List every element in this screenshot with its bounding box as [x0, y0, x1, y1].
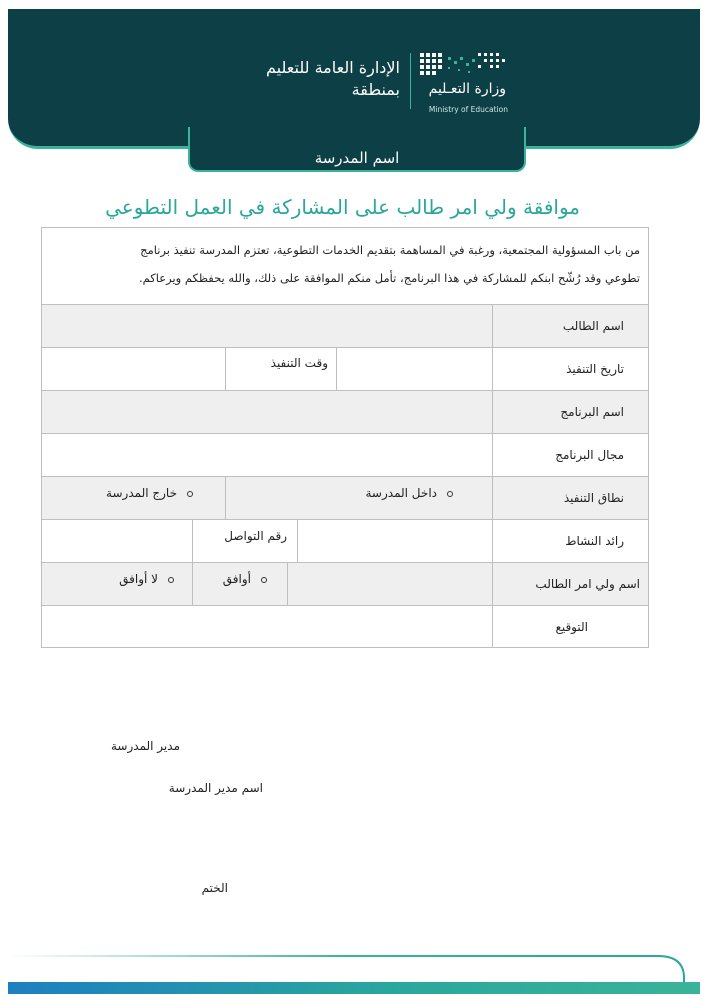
contact-number-label: رقم التواصل	[224, 529, 287, 543]
disagree-label: لا أوافق	[119, 572, 158, 586]
row-exec-date	[42, 348, 648, 391]
exec-date-field[interactable]	[336, 348, 491, 390]
cell-divider	[287, 563, 288, 605]
principal-title: مدير المدرسة	[110, 739, 180, 753]
outside-school-radio-icon[interactable]	[187, 491, 193, 497]
footer-decoration	[8, 952, 700, 996]
program-name-label: اسم البرنامج	[492, 391, 648, 433]
activity-leader-field[interactable]	[297, 520, 491, 562]
cell-divider	[192, 563, 193, 605]
row-activity-leader	[42, 520, 648, 563]
cell-divider	[192, 520, 193, 562]
cell-divider	[297, 520, 298, 562]
outside-school-option[interactable]	[42, 477, 225, 519]
region-line-1: الإدارة العامة للتعليم	[266, 58, 400, 77]
form-title: موافقة ولي امر طالب على المشاركة في العمل التطوعي	[105, 195, 580, 219]
inside-school-label: داخل المدرسة	[365, 486, 437, 500]
exec-scope-label: نطاق التنفيذ	[492, 477, 648, 519]
guardian-name-label: اسم ولي امر الطالب	[492, 563, 648, 605]
intro-line-2: تطوعي وقد رُشّح ابنكم للمشاركة في هذا البرنامج، تأمل منكم الموافقة على ذلك، والله يحفظكم ويرعاكم.	[138, 271, 640, 285]
program-field-label: مجال البرنامج	[492, 434, 648, 476]
inside-school-option[interactable]	[225, 477, 491, 519]
activity-leader-label: رائد النشاط	[492, 520, 648, 562]
agree-radio-icon[interactable]	[261, 577, 267, 583]
program-field-field[interactable]	[42, 434, 491, 476]
row-exec-scope	[42, 477, 648, 520]
inside-school-radio-icon[interactable]	[447, 491, 453, 497]
intro-line-1: من باب المسؤولية المجتمعية، ورغبة في المساهمة بتقديم الخدمات التطوعية، تعتزم المدرسة تنفيذ برنامج	[140, 243, 640, 257]
agree-label: أوافق	[222, 572, 251, 586]
outside-school-label: خارج المدرسة	[106, 486, 177, 500]
exec-time-label: وقت التنفيذ	[270, 356, 328, 370]
principal-name: اسم مدير المدرسة	[168, 781, 263, 795]
cell-divider	[336, 348, 337, 390]
cell-divider	[225, 348, 226, 390]
disagree-radio-icon[interactable]	[168, 577, 174, 583]
program-name-field[interactable]	[42, 391, 491, 433]
ministry-logo	[418, 49, 518, 119]
signature-label: التوقيع	[492, 606, 648, 648]
region-line-2: بمنطقة	[351, 80, 400, 99]
ministry-name-en: Ministry of Education	[428, 105, 508, 114]
row-signature	[42, 606, 648, 648]
agree-option[interactable]	[192, 563, 287, 605]
student-name-field[interactable]	[42, 305, 491, 347]
consent-form-table	[41, 227, 649, 648]
row-program-name	[42, 391, 648, 434]
student-name-label: اسم الطالب	[492, 305, 648, 347]
cell-divider	[225, 477, 226, 519]
school-name-tab: اسم المدرسة	[188, 127, 526, 172]
exec-time-field[interactable]	[42, 348, 225, 390]
guardian-name-field[interactable]	[287, 563, 491, 605]
row-guardian	[42, 563, 648, 606]
region-title	[200, 57, 400, 101]
row-program-field	[42, 434, 648, 477]
disagree-option[interactable]	[42, 563, 192, 605]
contact-number-field[interactable]	[42, 520, 192, 562]
ministry-name-ar: وزارة التعـليم	[428, 81, 506, 97]
exec-date-label: تاريخ التنفيذ	[492, 348, 648, 390]
ministry-logo-icon	[418, 49, 508, 83]
signature-field[interactable]	[42, 606, 491, 648]
stamp-label: الختم	[201, 881, 228, 895]
intro-paragraph	[42, 228, 648, 305]
header-divider	[410, 53, 411, 109]
row-student-name	[42, 305, 648, 348]
